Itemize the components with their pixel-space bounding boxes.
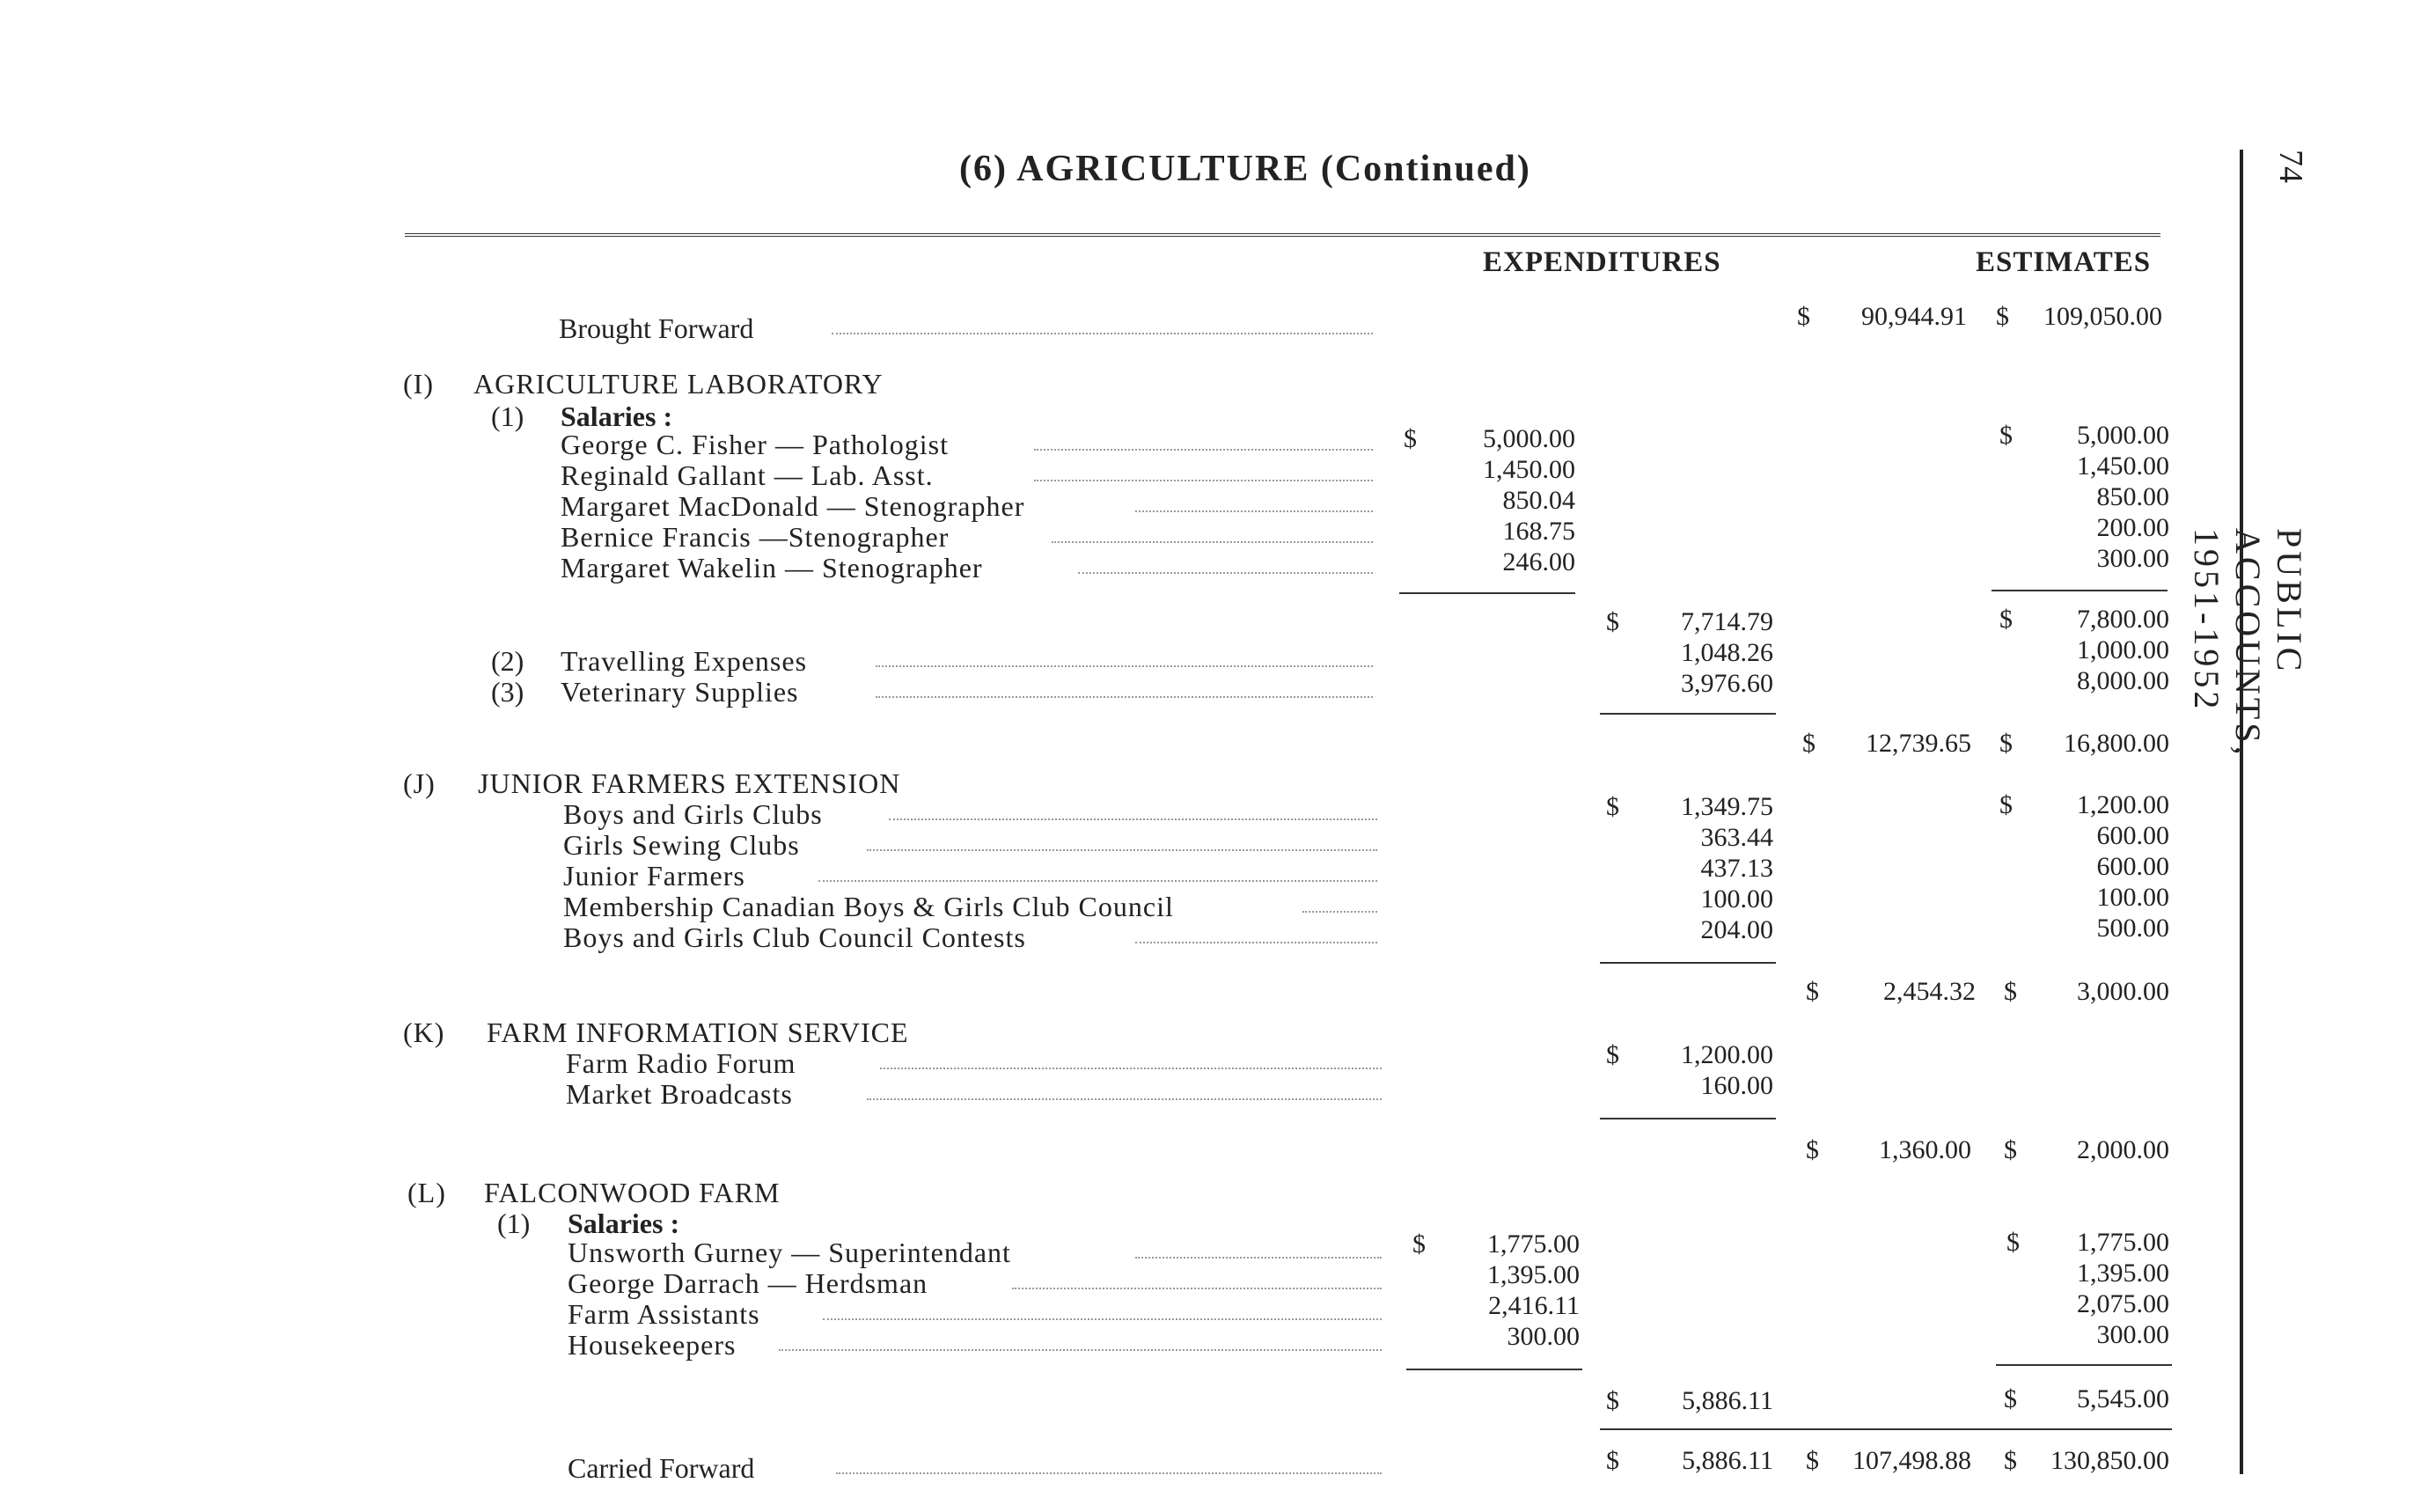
leader-dots xyxy=(1078,572,1373,574)
section-j-est: 100.00 xyxy=(2096,883,2169,912)
carried-forward-exp-sub: 5,886.11 xyxy=(1682,1446,1773,1475)
currency-sign: $ xyxy=(2004,977,2017,1006)
section-l-row-label: Unsworth Gurney — Superintendant xyxy=(568,1237,1011,1268)
subtotal-rule xyxy=(1600,1428,2172,1430)
currency-sign: $ xyxy=(1606,1446,1619,1475)
carried-forward-est-total: 130,850.00 xyxy=(2050,1446,2169,1475)
section-i-salaries-subtotal-est: 7,800.00 xyxy=(2077,605,2169,634)
section-i-row-label: Reginald Gallant — Lab. Asst. xyxy=(561,459,934,491)
section-l-est: 1,775.00 xyxy=(2077,1228,2169,1257)
section-j-letter: (J) xyxy=(403,767,436,799)
currency-sign: $ xyxy=(2006,1228,2020,1257)
section-k-letter: (K) xyxy=(403,1017,445,1048)
section-i-vet-label: Veterinary Supplies xyxy=(561,676,799,708)
section-i-travel-label: Travelling Expenses xyxy=(561,645,808,677)
currency-sign: $ xyxy=(1606,792,1619,821)
leader-dots xyxy=(818,880,1377,882)
leader-dots xyxy=(1302,911,1377,913)
leader-dots xyxy=(1012,1288,1382,1289)
section-j-exp: 100.00 xyxy=(1700,884,1773,914)
currency-sign: $ xyxy=(1999,605,2013,634)
leader-dots xyxy=(1052,541,1373,543)
section-j-est: 1,200.00 xyxy=(2077,790,2169,819)
section-i-est: 200.00 xyxy=(2096,513,2169,542)
brought-forward-est-total: 109,050.00 xyxy=(2043,302,2162,331)
section-i-travel-est: 1,000.00 xyxy=(2077,635,2169,664)
section-j-row-label: Membership Canadian Boys & Girls Club Council xyxy=(563,891,1174,922)
subtotal-rule xyxy=(1992,590,2168,591)
section-i-exp: 850.04 xyxy=(1502,486,1575,515)
section-i-exp: 246.00 xyxy=(1502,547,1575,576)
section-i-est: 5,000.00 xyxy=(2077,421,2169,450)
section-i-exp: 5,000.00 xyxy=(1483,424,1575,453)
brought-forward-exp-total: 90,944.91 xyxy=(1861,302,1967,331)
section-i-vet-exp: 3,976.60 xyxy=(1681,669,1773,698)
section-l-title: FALCONWOOD FARM xyxy=(484,1177,781,1208)
section-i-sub1-num: (1) xyxy=(491,400,524,432)
currency-sign: $ xyxy=(1797,302,1810,331)
leader-dots xyxy=(889,818,1377,820)
currency-sign: $ xyxy=(1606,1386,1619,1415)
subtotal-rule xyxy=(1600,962,1776,964)
section-l-est: 1,395.00 xyxy=(2077,1259,2169,1288)
section-j-row-label: Boys and Girls Club Council Contests xyxy=(563,921,1026,953)
section-l-row-label: Housekeepers xyxy=(568,1329,737,1361)
section-i-row-label: Margaret Wakelin — Stenographer xyxy=(561,552,983,584)
section-k-total-exp: 1,360.00 xyxy=(1879,1135,1971,1164)
section-j-total-est: 3,000.00 xyxy=(2077,977,2169,1006)
section-i-est: 850.00 xyxy=(2096,482,2169,511)
section-l-row-label: Farm Assistants xyxy=(568,1298,760,1330)
currency-sign: $ xyxy=(1606,607,1619,636)
currency-sign: $ xyxy=(2004,1135,2017,1164)
section-i-travel-num: (2) xyxy=(491,645,524,677)
section-l-sub1-title: Salaries : xyxy=(568,1207,680,1239)
subtotal-rule xyxy=(1600,713,1776,715)
leader-dots xyxy=(1135,942,1377,943)
section-i-title: AGRICULTURE LABORATORY xyxy=(473,368,884,400)
currency-sign: $ xyxy=(2004,1384,2017,1413)
currency-sign: $ xyxy=(1404,424,1417,453)
leader-dots xyxy=(1135,510,1373,512)
section-k-row-label: Farm Radio Forum xyxy=(566,1047,796,1079)
leader-dots xyxy=(1034,449,1373,451)
section-l-est: 2,075.00 xyxy=(2077,1289,2169,1318)
currency-sign: $ xyxy=(1802,729,1815,758)
currency-sign: $ xyxy=(1806,977,1819,1006)
section-j-row-label: Junior Farmers xyxy=(563,860,745,892)
currency-sign: $ xyxy=(1606,1040,1619,1069)
brought-forward-label: Brought Forward xyxy=(559,312,754,344)
section-i-row-label: George C. Fisher — Pathologist xyxy=(561,429,949,460)
section-k-row-label: Market Broadcasts xyxy=(566,1078,793,1110)
section-k-exp: 160.00 xyxy=(1700,1071,1773,1100)
section-j-row-label: Boys and Girls Clubs xyxy=(563,798,823,830)
section-j-exp: 1,349.75 xyxy=(1681,792,1773,821)
section-l-exp: 2,416.11 xyxy=(1488,1291,1580,1320)
leader-dots xyxy=(880,1068,1382,1069)
col-expenditures-heading: EXPENDITURES xyxy=(1483,246,1721,278)
page-title: (6) AGRICULTURE (Continued) xyxy=(959,149,1531,189)
section-j-exp: 204.00 xyxy=(1700,915,1773,944)
section-i-travel-exp: 1,048.26 xyxy=(1681,638,1773,667)
leader-dots xyxy=(823,1318,1382,1320)
section-i-salaries-subtotal-exp: 7,714.79 xyxy=(1681,607,1773,636)
currency-sign: $ xyxy=(1412,1229,1426,1259)
leader-dots xyxy=(1135,1257,1382,1259)
currency-sign: $ xyxy=(1999,790,2013,819)
section-i-row-label: Bernice Francis —Stenographer xyxy=(561,521,950,553)
currency-sign: $ xyxy=(1806,1446,1819,1475)
leader-dots xyxy=(876,696,1373,698)
section-i-est: 1,450.00 xyxy=(2077,451,2169,481)
section-i-row-label: Margaret MacDonald — Stenographer xyxy=(561,490,1025,522)
section-j-exp: 363.44 xyxy=(1700,823,1773,852)
section-l-letter: (L) xyxy=(407,1177,446,1208)
section-i-sub1-title: Salaries : xyxy=(561,400,673,432)
section-k-total-est: 2,000.00 xyxy=(2077,1135,2169,1164)
carried-forward-exp-total: 107,498.88 xyxy=(1852,1446,1971,1475)
section-i-total-exp: 12,739.65 xyxy=(1866,729,1971,758)
subtotal-rule xyxy=(1399,592,1575,594)
section-j-title: JUNIOR FARMERS EXTENSION xyxy=(478,767,901,799)
section-i-exp: 168.75 xyxy=(1502,517,1575,546)
leader-dots xyxy=(1034,480,1373,481)
leader-dots xyxy=(832,333,1373,334)
leader-dots xyxy=(867,1098,1382,1100)
section-l-est: 300.00 xyxy=(2096,1320,2169,1349)
currency-sign: $ xyxy=(1999,421,2013,450)
leader-dots xyxy=(876,665,1373,667)
header-rule xyxy=(405,233,2160,237)
section-l-sub1-num: (1) xyxy=(497,1207,531,1239)
section-i-exp: 1,450.00 xyxy=(1483,455,1575,484)
section-j-est: 600.00 xyxy=(2096,821,2169,850)
section-j-exp: 437.13 xyxy=(1700,854,1773,883)
section-j-est: 600.00 xyxy=(2096,852,2169,881)
section-i-vet-num: (3) xyxy=(491,676,524,708)
section-j-total-exp: 2,454.32 xyxy=(1883,977,1976,1006)
section-j-row-label: Girls Sewing Clubs xyxy=(563,829,800,861)
section-i-vet-est: 8,000.00 xyxy=(2077,666,2169,695)
subtotal-rule xyxy=(1996,1364,2172,1366)
subtotal-rule xyxy=(1406,1369,1582,1370)
margin-rule xyxy=(2240,150,2243,1474)
page-number: 74 xyxy=(2272,150,2309,183)
currency-sign: $ xyxy=(1999,729,2013,758)
section-i-total-est: 16,800.00 xyxy=(2064,729,2169,758)
leader-dots xyxy=(836,1472,1382,1474)
subtotal-rule xyxy=(1600,1118,1776,1119)
section-l-sub-est: 5,545.00 xyxy=(2077,1384,2169,1413)
section-l-exp: 1,395.00 xyxy=(1487,1260,1580,1289)
col-estimates-heading: ESTIMATES xyxy=(1976,246,2152,278)
section-k-exp: 1,200.00 xyxy=(1681,1040,1773,1069)
section-l-exp: 300.00 xyxy=(1507,1322,1580,1351)
section-l-row-label: George Darrach — Herdsman xyxy=(568,1267,928,1299)
section-i-letter: (I) xyxy=(403,368,434,400)
section-i-est: 300.00 xyxy=(2096,544,2169,573)
side-title: PUBLIC ACCOUNTS, 1951-1952 xyxy=(2187,528,2309,759)
currency-sign: $ xyxy=(1806,1135,1819,1164)
section-l-exp: 1,775.00 xyxy=(1487,1229,1580,1259)
section-j-est: 500.00 xyxy=(2096,914,2169,943)
carried-forward-label: Carried Forward xyxy=(568,1452,755,1484)
currency-sign: $ xyxy=(1996,302,2009,331)
section-k-title: FARM INFORMATION SERVICE xyxy=(487,1017,909,1048)
leader-dots xyxy=(867,849,1377,851)
currency-sign: $ xyxy=(2004,1446,2017,1475)
section-l-sub-exp: 5,886.11 xyxy=(1682,1386,1773,1415)
leader-dots xyxy=(779,1349,1382,1351)
